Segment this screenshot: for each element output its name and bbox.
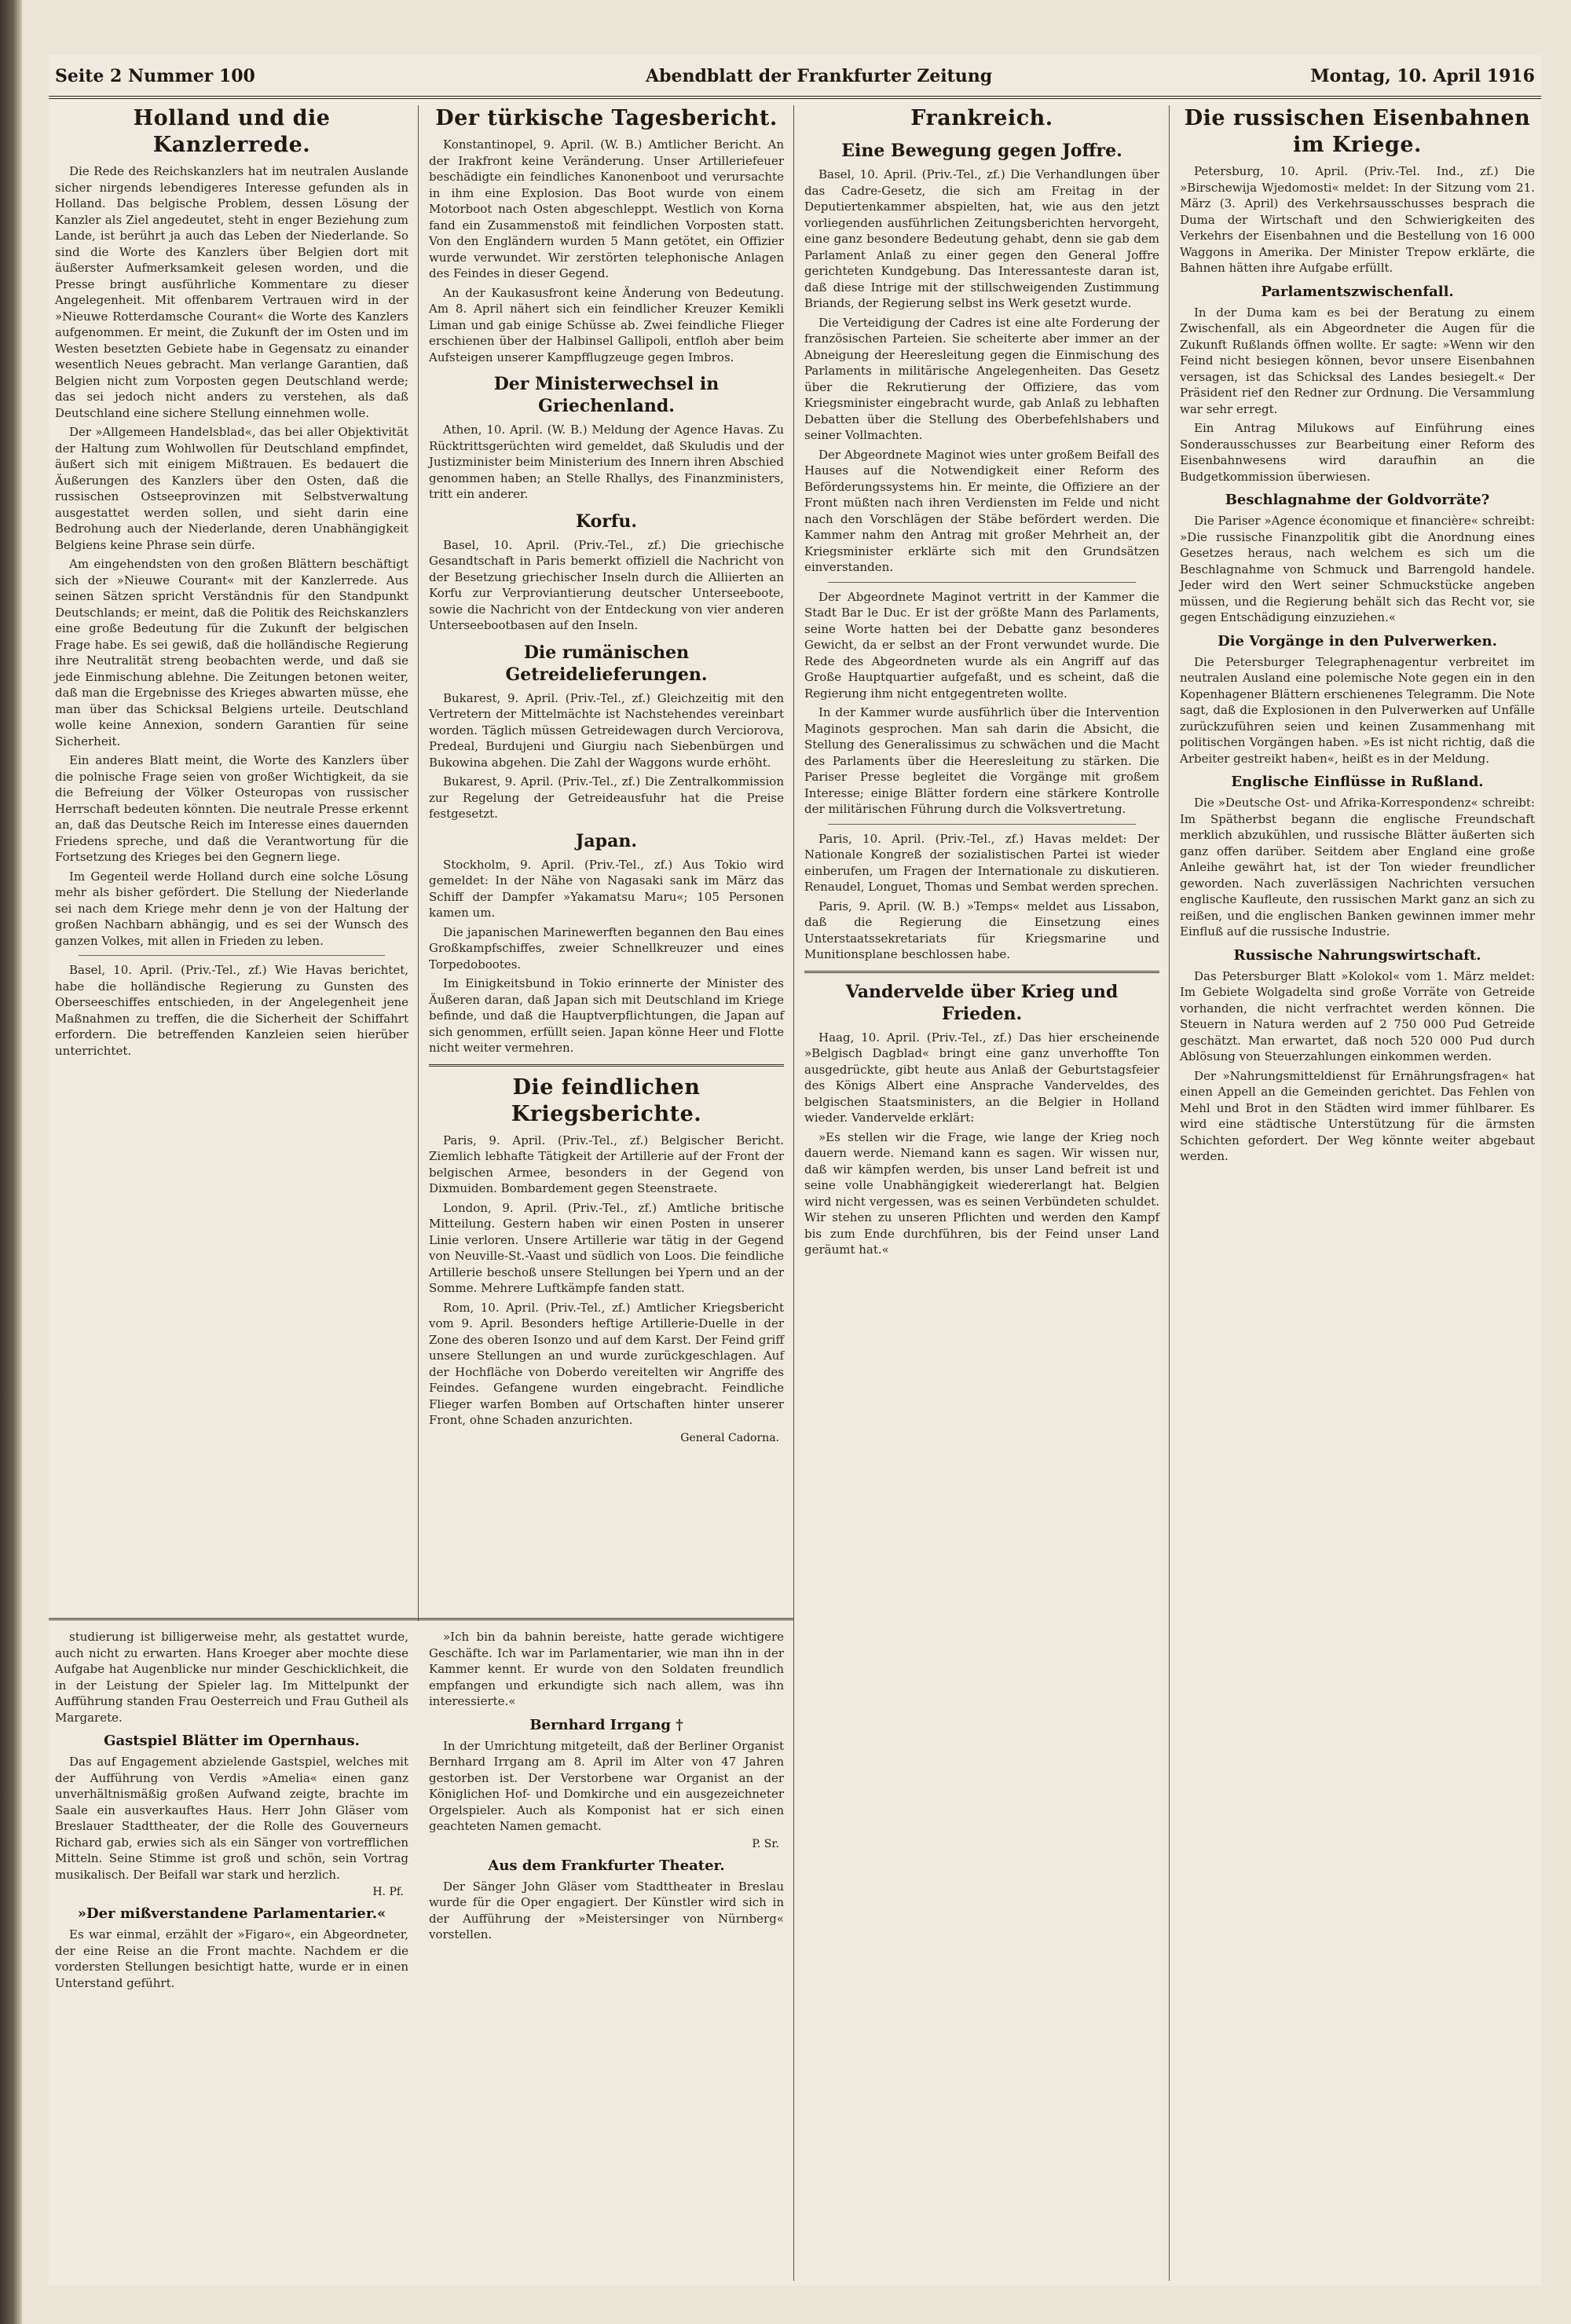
issue-date: Montag, 10. April 1916	[1310, 66, 1535, 86]
article-paragraph: Athen, 10. April. (W. B.) Meldung der Agence Havas. Zu Rücktrittsgerüchten wird gemeldet, daß Skuludis und der Justizminister beim Ministerium des Innern ihren Abschied genommen haben; an Stelle Rhallys, des Finanzministers, tritt ein anderer.	[429, 423, 784, 501]
article-paragraph: Basel, 10. April. (Priv.-Tel., zf.) Wie Havas berichtet, habe die holländische Regierung zu Gunsten des Oberseeschiffes entschieden, in der Angelegenheit jene Maßnahmen zu treffen, die die Sicherheit der Schiffahrt erfordern. Die betreffenden Kanzleien seien hierüber unterrichtet.	[55, 963, 408, 1058]
masthead	[49, 55, 1541, 99]
article-paragraph: Basel, 10. April. (Priv.-Tel., zf.) Die Verhandlungen über das Cadre-Gesetz, die sich am Freitag in der Deputiertenkammer abspielten, hat, wie aus den jetzt vorliegenden ausführlichen Zeitungsberichten hervorgeht, eine ganz besondere Bedeutung gehabt, denn sie gab dem Parlament Anlaß zu einer gegen den General Joffre gerichteten Kundgebung. Das Interessanteste daran ist, daß diese Intrige mit der stillschweigenden Zustimmung Briands, der Regierung selbst ins Werk gesetzt wurde.	[804, 167, 1159, 310]
article-paragraph: Haag, 10. April. (Priv.-Tel., zf.) Das hier erscheinende »Belgisch Dagblad« bringt eine ganz unverhoffte Ton ausgedrückte, gibt heute aus Anlaß der Geburtstagsfeier des Königs Albert eine Ansprache Vanderveldes, des belgischen Staatsministers, an die Belgier in Holland wieder. Vandervelde erklärt:	[804, 1030, 1159, 1125]
article-paragraph: Bukarest, 9. April. (Priv.-Tel., zf.) Die Zentralkommission zur Regelung der Getreideausfuhr hat die Preise festgesetzt.	[429, 774, 784, 821]
column-holland	[55, 105, 408, 1062]
article-paragraph: Ein anderes Blatt meint, die Worte des Kanzlers über die polnische Frage seien von großer Wichtigkeit, da sie die Befreiung der Völker Osteuropas von russischer Herrschaft bedeuten könnten. Die neutrale Presse erkennt an, daß das Deutsche Reich im Interesse eines dauernden Friedens spreche, und daß die Verantwortung für die Fortsetzung des Krieges bei den Gegnern liege.	[55, 753, 408, 864]
article-paragraph: Petersburg, 10. April. (Priv.-Tel. Ind., zf.) Die »Birschewija Wjedomosti« meldet: In der Sitzung vom 21. März (3. April) des Verkehrsausschusses besprach die Duma der Wirtschaft und den Schwierigkeiten des Verkehrs der Eisenbahnen und die Bestellung von 16 000 Waggons in Amerika. Der Minister Trepow erklärte, die Bahnen hätten ihre Aufgabe erfüllt.	[1180, 164, 1535, 275]
section-headline: Korfu.	[575, 511, 638, 532]
feuilleton-paragraph: Es war einmal, erzählt der »Figaro«, ein Abgeordneter, der eine Reise an die Front machte. Nachdem er die vordersten Stellungen besichtigt hatte, wurde er in einen Unterstand geführt.	[55, 1927, 408, 1990]
article-paragraph: Bukarest, 9. April. (Priv.-Tel., zf.) Gleichzeitig mit den Vertretern der Mittelmächte ist Nachstehendes vereinbart worden. Täglich müssen Getreidewagen durch Verciorova, Predeal, Burdujeni und Giurgiu nach Siebenbürgen und Bukowina abgehen. Die Zahl der Waggons wurde erhöht.	[429, 690, 784, 770]
article-paragraph: Die japanischen Marinewerften begannen den Bau eines Großkampfschiffes, zweier Schnellkreuzer und eines Torpedobootes.	[429, 924, 784, 972]
article-paragraph: In der Duma kam es bei der Beratung zu einem Zwischenfall, als ein Abgeordneter die Augen für die Zukunft Rußlands öffnen wollte. Er sagte: »Wenn wir den Feind nicht besiegen können, bevor unsere Eisenbahnen versagen, ist das Schicksal des Landes besiegelt.« Der Präsident rief den Redner zur Ordnung. Die Versammlung war sehr erregt.	[1180, 305, 1535, 416]
article-paragraph: Am eingehendsten von den großen Blättern beschäftigt sich der »Nieuwe Courant« mit der Kanzlerrede. Aus seinen Sätzen spricht Verständnis für den Standpunkt Deutschlands; er meint, daß die Politik des Reichskanzlers eine große Bedeutung für die Zukunft der belgischen Frage habe. Es sei gewiß, daß die holländische Regierung ihre Neutralität streng beobachten werde, und daß sie jede Einmischung ablehne. Die Zeitungen betonen weiter, daß man die Ergebnisse des Krieges abwarten müsse, ehe man über das Schicksal Belgiens urteile. Deutschland wolle keine Annexion, sondern Garantien für seine Sicherheit.	[55, 557, 408, 748]
article-paragraph: Rom, 10. April. (Priv.-Tel., zf.) Amtlicher Kriegsbericht vom 9. April. Besonders heftige Artillerie-Duelle in der Zone des oberen Isonzo und auf dem Karst. Der Feind griff unsere Stellungen an und wurde zurückgeschlagen. Auf der Hochfläche von Doberdo vereitelten wir Angriffe des Feindes. Gefangene wurden eingebracht. Feindliche Flieger warfen Bomben auf Ortschaften hinter unserer Front, ohne Schaden anzurichten.	[429, 1300, 784, 1427]
feuilleton-rule	[49, 1618, 793, 1620]
column-russland	[1180, 105, 1535, 1168]
column-tuerkei	[429, 105, 784, 1449]
signature: P. Sr.	[752, 1837, 779, 1850]
section-headline: Beschlagnahme der Goldvorräte?	[1225, 492, 1490, 508]
column-rule	[1169, 105, 1170, 2281]
section-headline: Der Ministerwechsel in Griechenland.	[493, 374, 720, 416]
separator	[79, 955, 385, 956]
separator	[804, 971, 1159, 973]
column-frankreich	[804, 105, 1159, 1261]
article-paragraph: Im Einigkeitsbund in Tokio erinnerte der Minister des Äußeren daran, daß Japan sich mit Deutschland im Kriege befinde, und daß die Hauptverpflichtungen, die Japan auf sich genommen, erfüllt seien. Japan könne Heer und Flotte nicht weiter vermehren.	[429, 976, 784, 1055]
page-binding	[0, 0, 22, 2324]
article-paragraph: An der Kaukasusfront keine Änderung von Bedeutung. Am 8. April nähert sich ein feindlicher Kreuzer Kemikli Liman und gab einige Schüsse ab. Zwei feindliche Flieger erschienen über der Halbinsel Gallipoli, entfloh aber beim Aufsteigen unserer Kampfflugzeuge gegen Imbros.	[429, 285, 784, 364]
article-paragraph: Ein Antrag Milukows auf Einführung eines Sonderausschusses zur Bearbeitung einer Reform des Eisenbahnwesens wird daraufhin an die Budgetkommission überwiesen.	[1180, 421, 1535, 484]
section-headline: Vandervelde über Krieg und Frieden.	[845, 981, 1119, 1024]
feuilleton-headline: Aus dem Frankfurter Theater.	[488, 1857, 725, 1874]
article-paragraph: Im Gegenteil werde Holland durch eine solche Lösung mehr als bisher gefördert. Die Stellung der Niederlande sei nach dem Kriege mehr denn je von der Haltung der großen Nachbarn abhängig, und es sei der Wunsch des ganzen Volkes, mit allen in Frieden zu leben.	[55, 869, 408, 948]
feuilleton-left	[55, 1629, 408, 1994]
article-headline: Die feindlichen Kriegsberichte.	[511, 1074, 702, 1126]
article-paragraph: London, 9. April. (Priv.-Tel., zf.) Amtliche britische Mitteilung. Gestern haben wir einen Posten in unserer Linie verloren. Unsere Artillerie war tätig in der Gegend von Neuville-St.-Vaast und südlich von Loos. Die feindliche Artillerie beschoß unsere Stellungen bei Ypern und an der Somme. Mehrere Luftkämpfe fanden statt.	[429, 1200, 784, 1295]
feuilleton-right	[429, 1629, 784, 1946]
page-number: Seite 2 Nummer 100	[55, 66, 255, 86]
signature: H. Pf.	[372, 1886, 404, 1898]
article-paragraph: Der »Allgemeen Handelsblad«, das bei aller Objektivität der Haltung zum Wohlwollen für Deutschland empfindet, äußert sich mit einigem Mißtrauen. Es bedauert die Äußerungen des Kanzlers über den Osten, daß die russischen Ostseeprovinzen mit Selbstverwaltung ausgestattet werden sollen, und sieht darin eine Bedrohung auch der Niederlande, deren Unabhängigkeit Belgiens keine Phrase sein dürfe.	[55, 425, 408, 552]
article-paragraph: Basel, 10. April. (Priv.-Tel., zf.) Die griechische Gesandtschaft in Paris bemerkt offiziell die Nachricht von der Besetzung griechischer Inseln durch die Alliierten an Korfu zur Verproviantierung deutscher Unterseeboote, sowie die Nachricht von der Entdeckung von vier anderen Unterseebootbasen auf den Inseln.	[429, 537, 784, 632]
article-headline: Die russischen Eisenbahnen im Kriege.	[1184, 106, 1531, 157]
newspaper-title: Abendblatt der Frankfurter Zeitung	[646, 66, 993, 86]
article-headline: Frankreich.	[910, 106, 1053, 130]
separator	[429, 1064, 784, 1067]
article-paragraph: Die Pariser »Agence économique et financière« schreibt: »Die russische Finanzpolitik gibt die Anordnung eines Gesetzes heraus, nach welchem es sich um die Beschlagnahme von Schmuck und Barrengold handele. Jeder wird den Wert seiner Schmuckstücke angeben müssen, und die Regierung behält sich das Recht vor, sie gegen Entschädigung einzuziehen.«	[1180, 514, 1535, 624]
section-headline: Englische Einflüsse in Rußland.	[1231, 774, 1484, 790]
separator	[828, 582, 1136, 583]
feuilleton-headline: Bernhard Irrgang †	[529, 1716, 683, 1733]
signature: General Cadorna.	[680, 1431, 779, 1444]
article-paragraph: Der »Nahrungsmitteldienst für Ernährungsfragen« hat einen Appell an die Gemeinden gerichtet. Das Fehlen von Mehl und Brot in den Städten wird immer fühlbarer. Es wird eine städtische Unterstützung für die ärmsten Schichten gefordert. Der Weg könnte weiter abgebaut werden.	[1180, 1068, 1535, 1163]
article-paragraph: Konstantinopel, 9. April. (W. B.) Amtlicher Bericht. An der Irakfront keine Veränderung. Unser Artilleriefeuer beschädigte ein feindliches Kanonenboot und verursachte in ihm eine Explosion. Das Boot wurde von einem Motorboot nach Osten abgeschleppt. Westlich von Korna fand ein Zusammenstoß mit feindlichen Vorposten statt. Von den Engländern wurden 5 Mann getötet, ein Offizier wurde verwundet. Wir zerstörten telephonische Anlagen des Feindes in dieser Gegend.	[429, 137, 784, 280]
article-paragraph: Der Abgeordnete Maginot wies unter großem Beifall des Hauses auf die Notwendigkeit einer Reform des Beförderungssystems hin. Er meinte, die Offiziere an der Front müßten nach ihren Verdiensten im Felde und nicht nach den Vorschlägen der Stäbe befördert werden. Die Kammer nahm den Antrag mit großer Mehrheit an, der Kriegsminister erklärte sich mit den Grundsätzen einverstanden.	[804, 447, 1159, 574]
article-paragraph: Das Petersburger Blatt »Kolokol« vom 1. März meldet: Im Gebiete Wolgadelta sind große Vorräte von Getreide vorhanden, die nicht verfrachtet werden können. Die Steuern in Natura werden auf 2 750 000 Pud Getreide geschätzt. Man erwartet, daß noch 520 000 Pud durch Ablösung von Steuerzahlungen einkommen werden.	[1180, 968, 1535, 1063]
feuilleton-paragraph: Der Sänger John Gläser vom Stadttheater in Breslau wurde für die Oper engagiert. Der Künstler wird sich in der Aufführung der »Meistersinger von Nürnberg« vorstellen.	[429, 1879, 784, 1942]
article-paragraph: Die »Deutsche Ost- und Afrika-Korrespondenz« schreibt: Im Spätherbst begann die englische Freundschaft merklich abzukühlen, und russische Blätter äußerten sich ganz offen darüber. Seitdem aber England eine große Anleihe gewährt hat, ist der Ton wieder freundlicher geworden. Nach zuverlässigen Nachrichten versuchen englische Kaufleute, den russischen Markt ganz an sich zu reißen, und die englischen Banken gewinnen immer mehr Einfluß auf die russische Industrie.	[1180, 796, 1535, 939]
article-paragraph: Die Verteidigung der Cadres ist eine alte Forderung der französischen Parteien. Sie scheiterte aber immer an der Abneigung der Heeresleitung gegen die Einmischung des Parlaments in militärische Angelegenheiten. Das Gesetz über die Rekrutierung der Offiziere, das vom Kriegsminister eingebracht wurde, gab Anlaß zu lebhaften Debatten über die Stellung des Oberbefehlshabers und seiner Vollmachten.	[804, 315, 1159, 442]
article-paragraph: Die Rede des Reichskanzlers hat im neutralen Auslande sicher nirgends lebendigeres Interesse gefunden als in Holland. Das belgische Problem, dessen Lösung der Kanzler als Ziel angedeutet, steht in enger Beziehung zum Lande, ist berührt ja auch das Leben der Niederlande. So sind die Worte des Kanzlers über Belgien dort mit äußerster Aufmerksamkeit gelesen worden, und die Presse bringt ausführliche Kommentare zu dieser Angelegenheit. Mit offenbarem Vertrauen wird in der »Nieuwe Rotterdamsche Courant« die Worte des Kanzlers aufgenommen. Er meint, die Zukunft der im Osten und im Westen besetzten Gebiete habe in Gegensatz zu einander wesentlich Neues gebracht. Man verlange Garantien, daß Belgien nicht zum Vorposten gegen Deutschland werde; das sei jedoch nicht anders zu verstehen, als daß Deutschland eine sichere Stellung einnehmen wolle.	[55, 164, 408, 420]
article-paragraph: Der Abgeordnete Maginot vertritt in der Kammer die Stadt Bar le Duc. Er ist der größte Mann des Parlaments, seine Worte hatten bei der Debatte ganz besonderes Gewicht, da er selbst an der Front verwundet wurde. Die Rede des Abgeordneten wurde als ein Angriff auf das Große Hauptquartier aufgefaßt, und es scheint, daß die Regierung ihm nicht entgegentreten wollte.	[804, 589, 1159, 701]
article-paragraph: »Es stellen wir die Frage, wie lange der Krieg noch dauern werde. Niemand kann es sagen. Wir wissen nur, daß wir kämpfen werden, bis unser Land befreit ist und seine volle Unabhängigkeit wiedererlangt hat. Belgien wird nicht vergessen, was es seinen Verbündeten schuldet. Wir stehen zu unseren Pflichten und werden den Kampf bis zum Ende durchführen, bis der Feind unser Land geräumt hat.«	[804, 1129, 1159, 1257]
feuilleton-headline: Gastspiel Blätter im Opernhaus.	[104, 1733, 360, 1749]
article-paragraph: Paris, 9. April. (W. B.) »Temps« meldet aus Lissabon, daß die Regierung die Einsetzung eines Unterstaatssekretariats für Kriegsmarine und Munitionsplane beschlossen habe.	[804, 898, 1159, 961]
feuilleton-headline: »Der mißverstandene Parlamentarier.«	[77, 1905, 386, 1922]
article-paragraph: Die Petersburger Telegraphenagentur verbreitet im neutralen Ausland eine polemische Note gegen ein in den Kopenhagener Blättern erschienenes Telegramm. Die Note sagt, daß die Explosionen in den Pulverwerken auf Unfälle zurückzuführen seien und keinen Zusammenhang mit politischen Vorgängen haben. »Es ist nicht richtig, daß die Arbeiter gestreikt haben«, heißt es in der Meldung.	[1180, 654, 1535, 766]
newspaper-page	[49, 55, 1541, 2286]
section-headline: Eine Bewegung gegen Joffre.	[841, 141, 1122, 161]
separator	[828, 824, 1136, 825]
section-headline: Die rumänischen Getreidelieferungen.	[505, 642, 708, 685]
section-headline: Die Vorgänge in den Pulverwerken.	[1218, 632, 1497, 650]
section-headline: Parlamentszwischenfall.	[1261, 283, 1454, 300]
article-paragraph: Stockholm, 9. April. (Priv.-Tel., zf.) Aus Tokio wird gemeldet: In der Nähe von Nagasaki sank im März das Schiff der Dampfer »Yakamatsu Maru«; 105 Personen kamen um.	[429, 857, 784, 920]
article-paragraph: In der Kammer wurde ausführlich über die Intervention Maginots gesprochen. Man sah darin die Absicht, die Stellung des Generalissimus zu schwächen und die Macht des Parlaments über die Heeresleitung zu stärken. Die Pariser Presse begleitet die Vorgänge mit großem Interesse; einige Blätter fordern eine stärkere Kontrolle der militärischen Führung durch die Volksvertretung.	[804, 705, 1159, 816]
article-headline: Der türkische Tagesbericht.	[435, 106, 778, 130]
feuilleton-paragraph: Das auf Engagement abzielende Gastspiel, welches mit der Aufführung von Verdis »Amelia« einen ganz unverhältnismäßig großen Aufwand zeigte, brachte im Saale ein ausverkauftes Haus. Herr John Gläser vom Breslauer Stadttheater, der die Rolle des Gouverneurs Richard gab, erwies sich als ein Sänger von vortrefflichen Mitteln. Seine Stimme ist groß und schön, sein Vortrag musikalisch. Der Beifall war stark und herzlich.	[55, 1755, 408, 1882]
column-rule	[418, 105, 419, 1621]
feuilleton-paragraph: In der Umrichtung mitgeteilt, daß der Berliner Organist Bernhard Irrgang am 8. April im Alter von 47 Jahren gestorben ist. Der Verstorbene war Organist an der Königlichen Hof- und Domkirche und ein ausgezeichneter Orgelspieler. Auch als Komponist hat er sich einen geachteten Namen gemacht.	[429, 1738, 784, 1833]
feuilleton-paragraph: »Ich bin da bahnin bereiste, hatte gerade wichtigere Geschäfte. Ich war im Parlamentarier, wie man ihn in der Kammer kennt. Er wurde von den Soldaten freundlich empfangen und erkundigte sich nach allem, was ihn interessierte.«	[429, 1630, 784, 1708]
article-headline: Holland und die Kanzlerrede.	[133, 106, 331, 157]
feuilleton-paragraph: studierung ist billigerweise mehr, als gestattet wurde, auch nicht zu erwarten. Hans Kroeger aber mochte diese Aufgabe hat Augenblicke nur minder Geschicklichkeit, die in der Leistung der Spieler lag. Im Mittelpunkt der Aufführung standen Frau Oesterreich und Frau Gutheil als Margarete.	[55, 1630, 408, 1725]
article-paragraph: Paris, 9. April. (Priv.-Tel., zf.) Belgischer Bericht. Ziemlich lebhafte Tätigkeit der Artillerie auf der Front der belgischen Armee, besonders in der Gegend von Dixmuiden. Bombardement gegen Steenstraete.	[429, 1133, 784, 1195]
section-headline: Japan.	[576, 830, 637, 851]
column-rule	[793, 105, 794, 2281]
article-paragraph: Paris, 10. April. (Priv.-Tel., zf.) Havas meldet: Der Nationale Kongreß der sozialistischen Partei ist wieder einberufen, um Fragen der Internationale zu diskutieren. Renaudel, Longuet, Thomas und Sembat werden sprechen.	[804, 831, 1159, 894]
section-headline: Russische Nahrungswirtschaft.	[1233, 946, 1481, 964]
